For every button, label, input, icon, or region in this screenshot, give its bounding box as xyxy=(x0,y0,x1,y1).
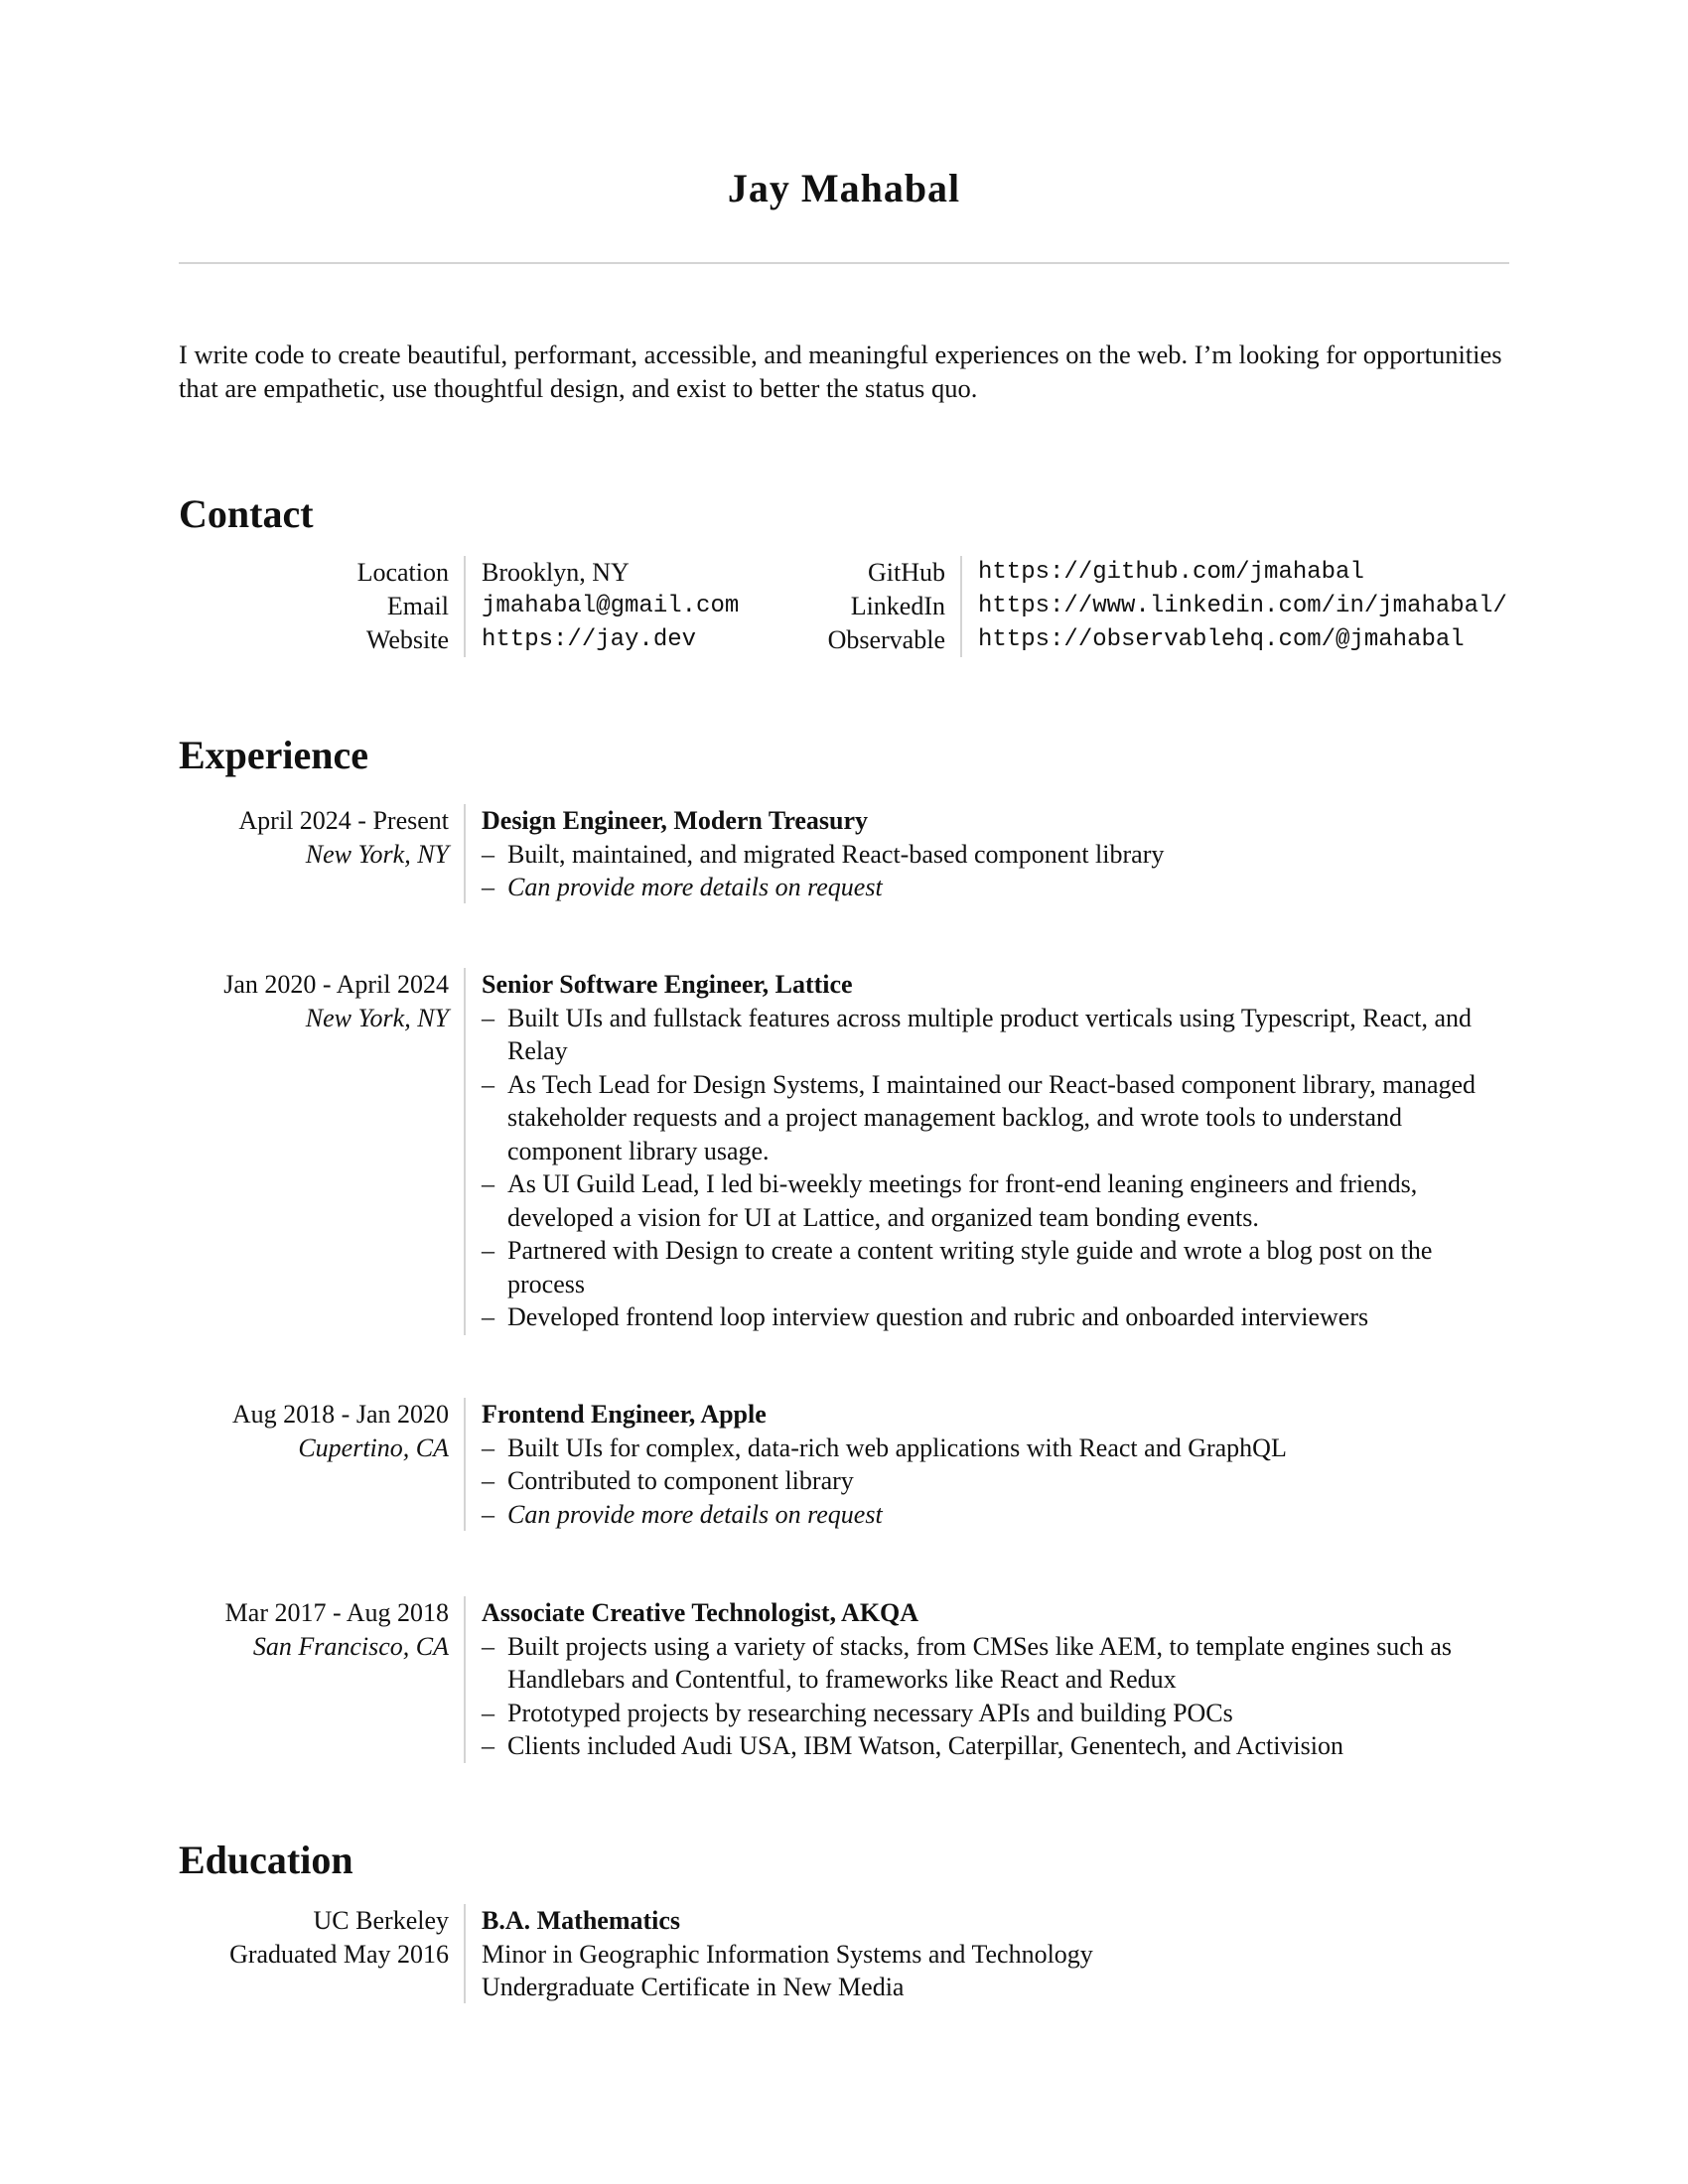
job-bullet: – Prototyped projects by researching necessary APIs and building POCs xyxy=(482,1697,1514,1730)
job-bullet: – As UI Guild Lead, I led bi-weekly meetings for front-end leaning engineers and friends, developed a vision for UI at Lattice, and organized team bonding events. xyxy=(482,1167,1514,1234)
email-label: Email xyxy=(386,592,449,620)
degree: B.A. Mathematics xyxy=(482,1906,681,1935)
job-bullet: – Partnered with Design to create a content writing style guide and wrote a blog post on the process xyxy=(482,1234,1514,1300)
summary-paragraph: I write code to create beautiful, performant, accessible, and meaningful experiences on the web. I’m looking for opportunities that are empathetic, use thoughtful design, and exist to better the status quo. xyxy=(179,340,1502,403)
job-role: Associate Creative Technologist, AKQA xyxy=(482,1598,919,1627)
job-details xyxy=(464,804,1514,903)
education-heading: Education xyxy=(179,1838,353,1882)
website-link[interactable]: https://jay.dev xyxy=(482,626,697,653)
education-meta xyxy=(179,1904,449,1971)
website-label: Website xyxy=(365,625,449,654)
observable-label: Observable xyxy=(827,625,945,654)
graduation-date: Graduated May 2016 xyxy=(229,1939,449,1969)
job-bullet: – Can provide more details on request xyxy=(482,1498,1514,1532)
job-location: Cupertino, CA xyxy=(298,1433,449,1462)
job-details xyxy=(464,968,1514,1335)
job-meta xyxy=(179,1596,449,1663)
location-value: Brooklyn, NY xyxy=(482,558,630,587)
job-dates: Jan 2020 - April 2024 xyxy=(223,970,449,999)
job-location: New York, NY xyxy=(305,1003,449,1032)
job-dates: April 2024 - Present xyxy=(238,806,449,835)
resume-page xyxy=(179,0,1509,2184)
job-role: Frontend Engineer, Apple xyxy=(482,1400,767,1429)
job-bullet: – As Tech Lead for Design Systems, I maintained our React-based component library, managed stakeholder requests and a project management backlog, and wrote tools to understand component library usage. xyxy=(482,1068,1514,1168)
job-meta xyxy=(179,1398,449,1464)
email-link[interactable]: jmahabal@gmail.com xyxy=(482,593,740,619)
experience-heading: Experience xyxy=(179,733,369,777)
certificate: Undergraduate Certificate in New Media xyxy=(482,1973,905,2001)
job-bullet: – Built UIs and fullstack features across multiple product verticals using Typescript, React, and Relay xyxy=(482,1002,1514,1068)
location-label: Location xyxy=(356,558,449,587)
resume-name: Jay Mahabal xyxy=(727,166,961,210)
job-meta xyxy=(179,804,449,871)
job-meta xyxy=(179,968,449,1034)
job-details xyxy=(464,1398,1514,1531)
github-link[interactable]: https://github.com/jmahabal xyxy=(978,559,1364,586)
job-bullet: – Developed frontend loop interview question and rubric and onboarded interviewers xyxy=(482,1300,1514,1334)
job-location: San Francisco, CA xyxy=(252,1631,449,1661)
job-bullet: – Contributed to component library xyxy=(482,1464,1514,1498)
job-role: Senior Software Engineer, Lattice xyxy=(482,970,853,999)
contact-values-left xyxy=(464,556,779,657)
contact-labels-left xyxy=(179,556,449,657)
education-details xyxy=(464,1904,1514,2003)
job-bullet: – Built, maintained, and migrated React-based component library xyxy=(482,838,1514,872)
linkedin-link[interactable]: https://www.linkedin.com/in/jmahabal/ xyxy=(978,593,1507,619)
contact-values-right xyxy=(960,556,1514,657)
job-dates: Aug 2018 - Jan 2020 xyxy=(231,1400,449,1429)
job-bullet: – Built UIs for complex, data-rich web applications with React and GraphQL xyxy=(482,1432,1514,1465)
github-label: GitHub xyxy=(868,558,945,587)
contact-labels-right xyxy=(774,556,945,657)
job-bullet: – Built projects using a variety of stacks, from CMSes like AEM, to template engines such as Handlebars and Contentful, to frameworks like React and Redux xyxy=(482,1630,1514,1697)
job-role: Design Engineer, Modern Treasury xyxy=(482,806,869,835)
job-dates: Mar 2017 - Aug 2018 xyxy=(224,1598,449,1627)
linkedin-label: LinkedIn xyxy=(850,592,945,620)
contact-heading: Contact xyxy=(179,491,314,536)
job-bullet: – Clients included Audi USA, IBM Watson, Caterpillar, Genentech, and Activision xyxy=(482,1729,1514,1763)
job-location: New York, NY xyxy=(305,839,449,869)
job-bullet: – Can provide more details on request xyxy=(482,871,1514,904)
observable-link[interactable]: https://observablehq.com/@jmahabal xyxy=(978,626,1465,653)
job-details xyxy=(464,1596,1514,1763)
school-name: UC Berkeley xyxy=(313,1906,449,1935)
minor: Minor in Geographic Information Systems and Technology xyxy=(482,1939,1093,1969)
header-divider xyxy=(179,262,1509,264)
